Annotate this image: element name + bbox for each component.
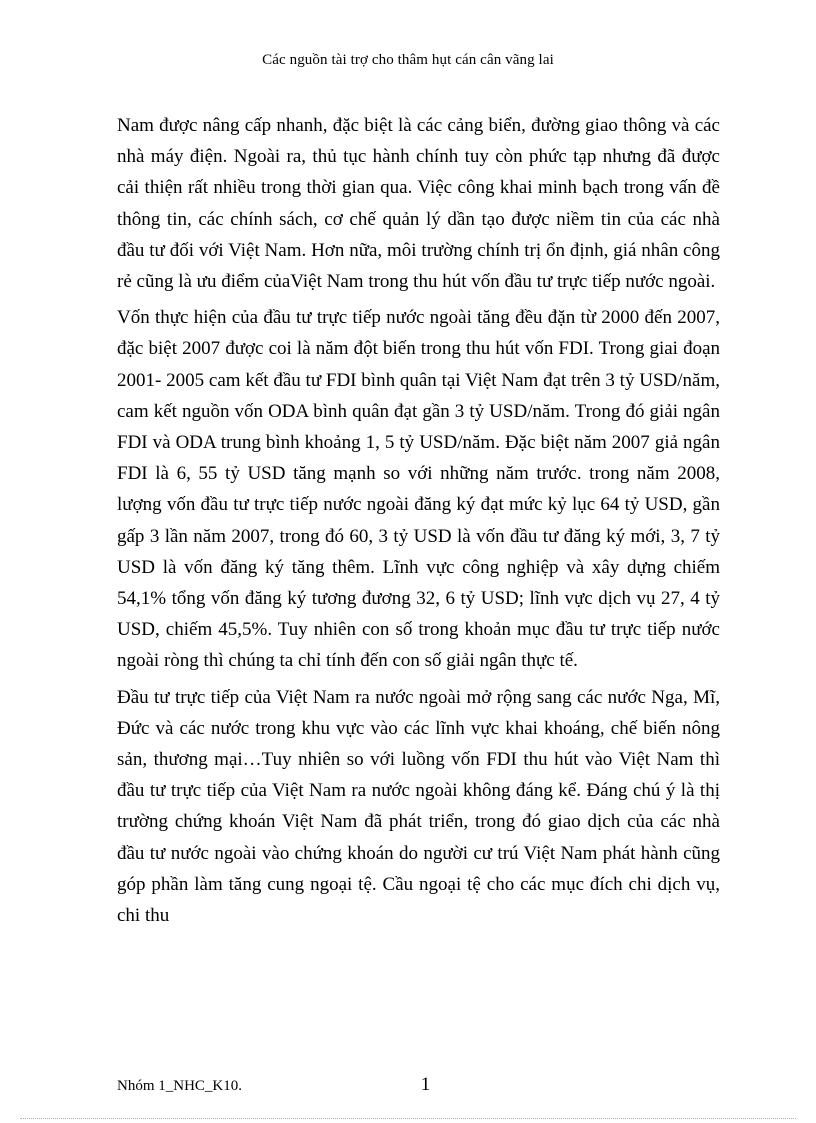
paragraph-3: Đầu tư trực tiếp của Việt Nam ra nước ngoài mở rộng sang các nước Nga, Mĩ, Đức và các nước trong khu vực vào các lĩnh vực khai khoáng, chế biến nông sản, thương mại…Tuy nhiên so với luồng vốn FDI thu hút vào Việt Nam thì đầu tư trực tiếp của Việt Nam ra nước ngoài không đáng kể. Đáng chú ý là thị trường chứng khoán Việt Nam đã phát triển, trong đó giao dịch của các nhà đầu tư nước ngoài vào chứng khoán do người cư trú Việt Nam phát hành cũng góp phần làm tăng cung ngoại tệ. Cầu ngoại tệ cho các mục đích chi dịch vụ, chi thu <box>117 686 720 927</box>
running-header: Các nguồn tài trợ cho thâm hụt cán cân vãng lai <box>262 52 554 68</box>
paragraph-2: Vốn thực hiện của đầu tư trực tiếp nước ngoài tăng đều đặn từ 2000 đến 2007, đặc biệt 2007 được coi là năm đột biến trong thu hút vốn FDI. Trong giai đoạn 2001- 2005 cam kết đầu tư FDI bình quân tại Việt Nam đạt trên 3 tỷ USD/năm, cam kết nguồn vốn ODA bình quân đạt gần 3 tỷ USD/năm. Trong đó giải ngân FDI và ODA trung bình khoảng 1, 5 tỷ USD/năm. Đặc biệt năm 2007 giả ngân FDI là 6, 55 tỷ USD tăng mạnh so với những năm trước. trong năm 2008, lượng vốn đầu tư trực tiếp nước ngoài đăng ký đạt mức kỷ lục 64 tỷ USD, gần gấp 3 lần năm 2007, trong đó 60, 3 tỷ USD là vốn đầu tư đăng ký mới, 3, 7 tỷ USD là vốn đăng ký tăng thêm. Lĩnh vực công nghiệp và xây dựng chiếm 54,1% tổng vốn đăng ký tương đương 32, 6 tỷ USD; lĩnh vực dịch vụ 27, 4 tỷ USD, chiếm 45,5%. Tuy nhiên con số trong khoản mục đầu tư trực tiếp nước ngoài ròng thì chúng ta chỉ tính đến con số giải ngân thực tế. <box>117 307 720 672</box>
footer-group-label: Nhóm 1_NHC_K10. <box>117 1078 243 1094</box>
document-body <box>117 110 720 931</box>
paragraph-1: Nam được nâng cấp nhanh, đặc biệt là các cảng biển, đường giao thông và các nhà máy điện. Ngoài ra, thủ tục hành chính tuy còn phức tạp nhưng đã được cải thiện rất nhiều trong thời gian qua. Việc công khai minh bạch trong vấn đề thông tin, các chính sách, cơ chế quản lý dần tạo được niềm tin của các nhà đầu tư đối với Việt Nam. Hơn nữa, môi trường chính trị ổn định, giá nhân công rẻ cũng là ưu điểm củaViệt Nam trong thu hút vốn đầu tư trực tiếp nước ngoài. <box>117 115 720 293</box>
page-bottom-edge <box>20 1118 796 1119</box>
page-number: 1 <box>420 1074 431 1095</box>
page-footer <box>117 1074 720 1098</box>
